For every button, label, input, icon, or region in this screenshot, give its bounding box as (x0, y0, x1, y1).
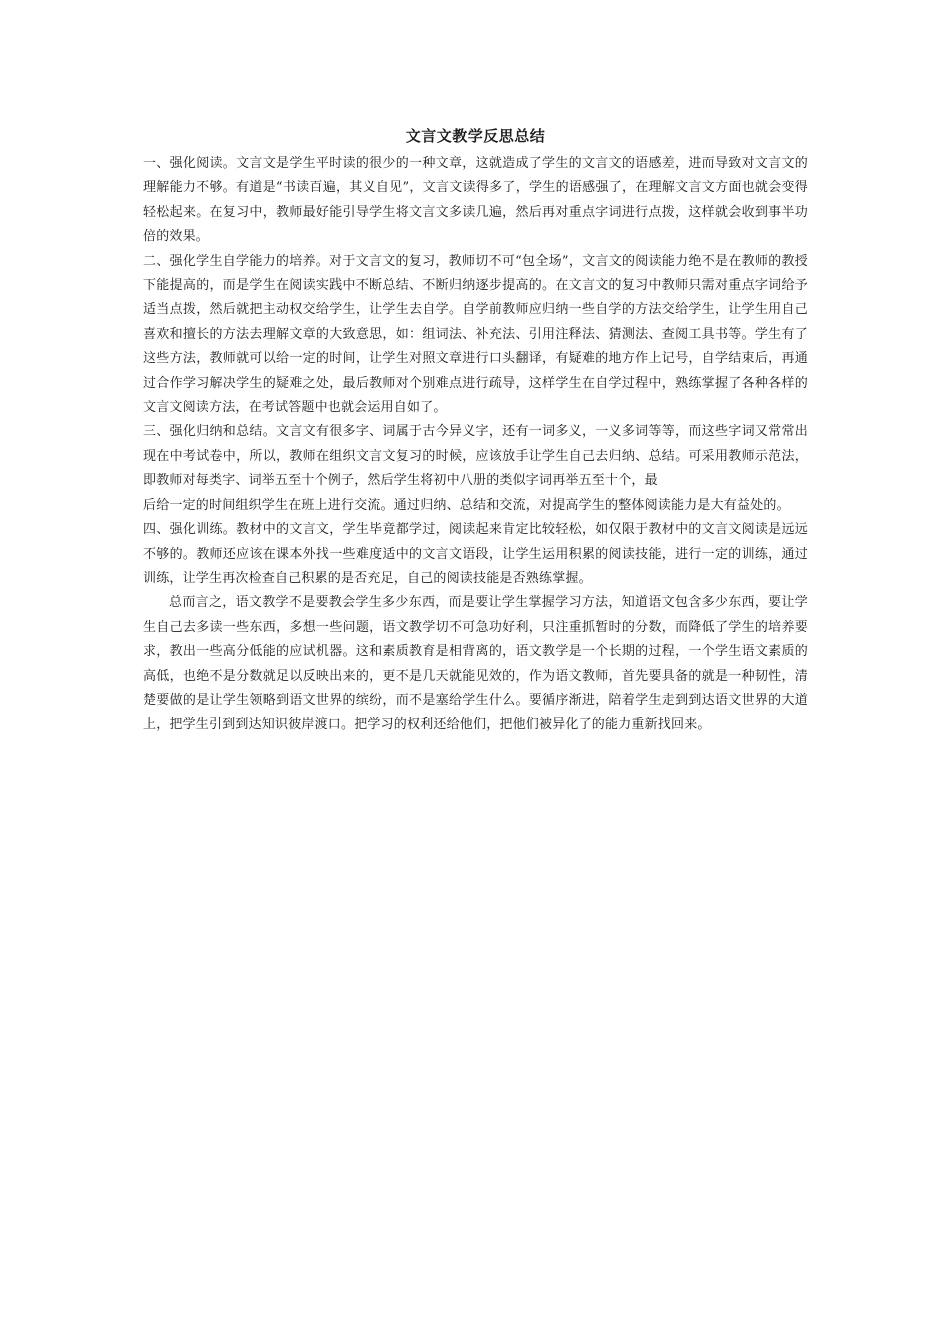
document-title: 文言文教学反思总结 (405, 127, 546, 145)
paragraph-self-study: 二、强化学生自学能力的培养。对于文言文的复习，教师切不可“包全场”，文言文的阅读能力绝不是在教师的教授下能提高的，而是学生在阅读实践中不断总结、不断归纳逐步提高的。在文言文的复习中教师只需对重点字词给予适当点拨，然后就把主动权交给学生，让学生去自学。自学前教师应归纳一些自学的方法交给学生，让学生用自己喜欢和擅长的方法去理解文章的大致意思，如：组词法、补充法、引用注释法、猜测法、查阅工具书等。学生有了这些方法，教师就可以给一定的时间，让学生对照文章进行口头翻译，有疑难的地方作上记号，自学结束后，再通过合作学习解决学生的疑难之处，最后教师对个别难点进行疏导，这样学生在自学过程中，熟练掌握了各种各样的文言文阅读方法，在考试答题中也就会运用自如了。 (143, 253, 808, 416)
paragraph-summarize-continued: 后给一定的时间组织学生在班上进行交流。通过归纳、总结和交流，对提高学生的整体阅读能力是大有益处的。 (143, 497, 790, 513)
paragraph-reading: 一、强化阅读。文言文是学生平时读的很少的一种文章，这就造成了学生的文言文的语感差，进而导致对文言文的理解能力不够。有道是“书读百遍，其义自见”，文言文读得多了，学生的语感强了，在理解文言文方面也就会变得轻松起来。在复习中，教师最好能引导学生将文言文多读几遍，然后再对重点字词进行点拨，这样就会收到事半功倍的效果。 (143, 156, 808, 245)
paragraph-training: 四、强化训练。教材中的文言文，学生毕竟都学过，阅读起来肯定比较轻松，如仅限于教材中的文言文阅读是远远不够的。教师还应该在课本外找一些难度适中的文言文语段，让学生运用积累的阅读技能，进行一定的训练，通过训练，让学生再次检查自己积累的是否充足，自己的阅读技能是否熟练掌握。 (143, 522, 808, 586)
paragraph-conclusion: 总而言之，语文教学不是要教会学生多少东西，而是要让学生掌握学习方法，知道语文包含多少东西，要让学生自己去多读一些东西，多想一些问题，语文教学切不可急功好利，只注重抓暂时的分数，而降低了学生的培养要求，教出一些高分低能的应试机器。这和素质教育是相背离的，语文教学是一个长期的过程，一个学生语文素质的高低，也绝不是分数就足以反映出来的，更不是几天就能见效的，作为语文教师，首先要具备的就是一种韧性，清楚要做的是让学生领略到语文世界的缤纷，而不是塞给学生什么。要循序渐进，陪着学生走到到达语文世界的大道上，把学生引到到达知识彼岸渡口。把学习的权利还给他们，把他们被异化了的能力重新找回来。 (143, 595, 808, 733)
paragraph-summarize: 三、强化归纳和总结。文言文有很多字、词属于古今异义字，还有一词多义，一义多词等等，而这些字词又常常出现在中考试卷中，所以，教师在组织文言文复习的时候，应该放手让学生自己去归纳、总结。可采用教师示范法，即教师对每类字、词举五至十个例子，然后学生将初中八册的类似字词再举五至十个，最 (143, 424, 808, 489)
document-page (143, 124, 808, 738)
